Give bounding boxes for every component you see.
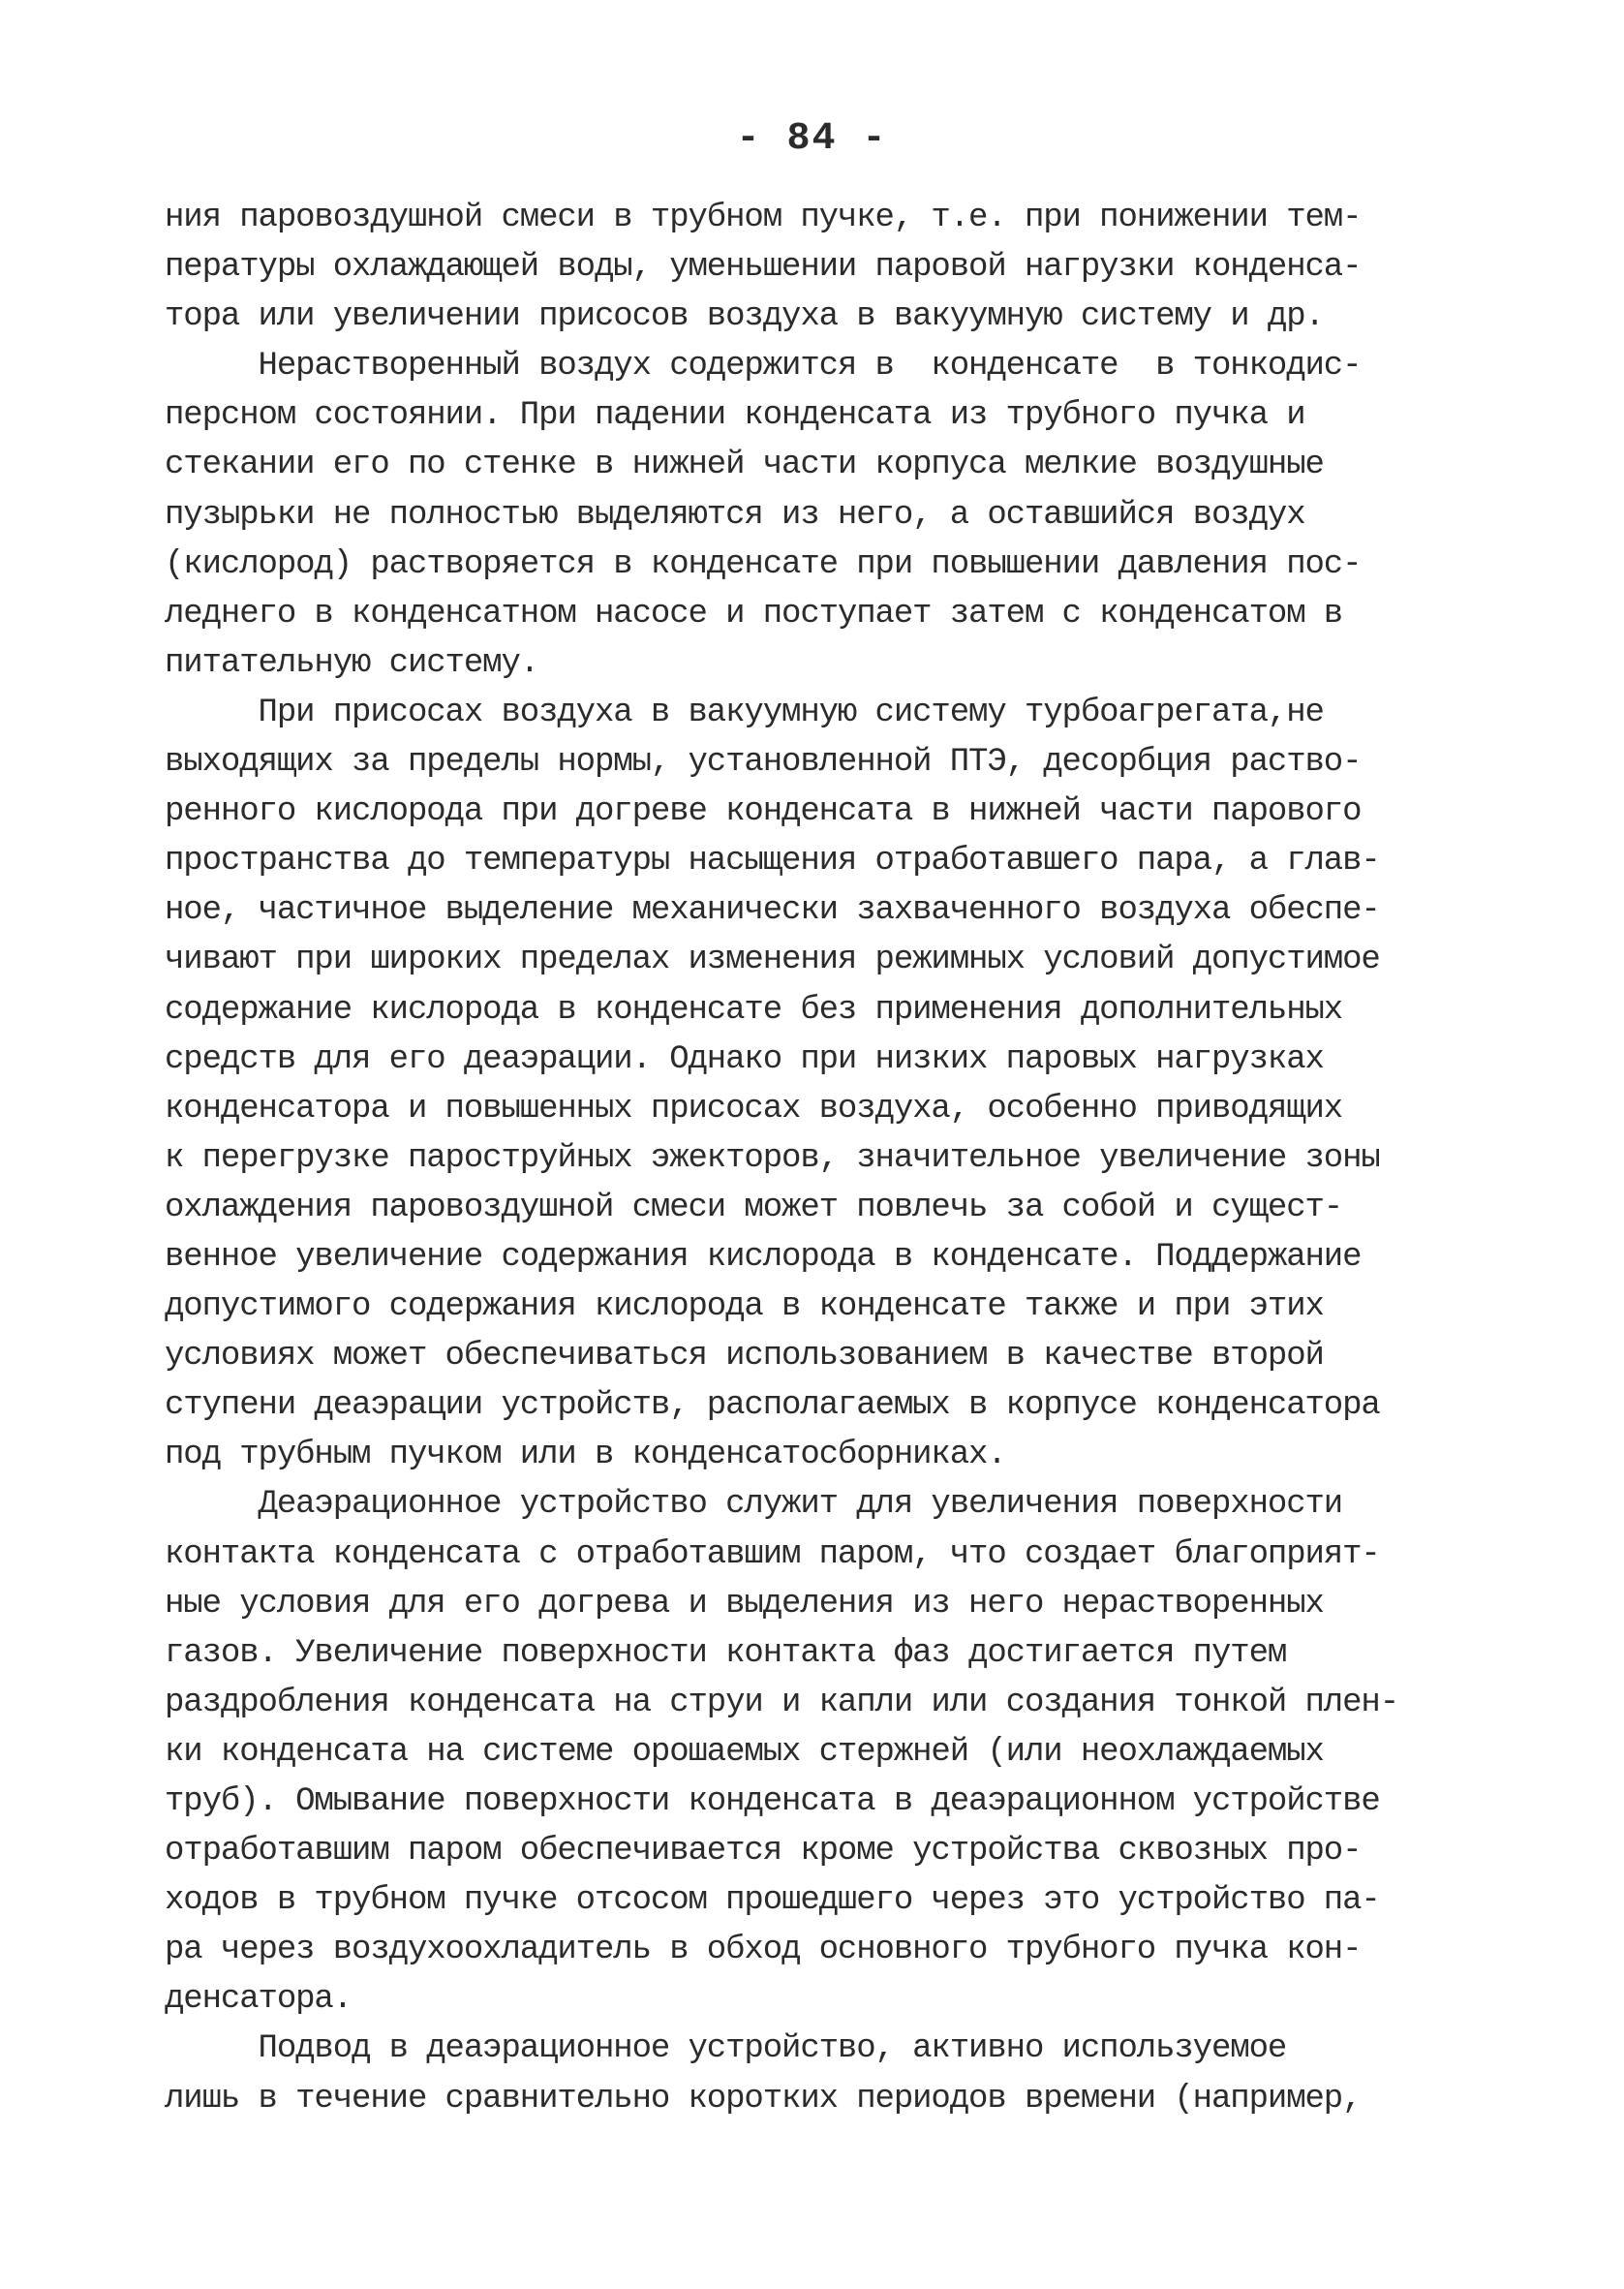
text-line: пузырьки не полностью выделяются из него, а оставшийся воздух bbox=[165, 496, 1305, 534]
text-line: ния паровоздушной смеси в трубном пучке, т.е. при понижении тем- bbox=[165, 200, 1362, 236]
text-line: средств для его деаэрации. Однако при низких паровых нагрузках bbox=[165, 1040, 1324, 1078]
text-line: конденсатора и повышенных присосах воздуха, особенно приводящих bbox=[165, 1090, 1343, 1128]
text-line: чивают при широких пределах изменения режимных условий допустимое bbox=[165, 942, 1380, 979]
text-line: содержание кислорода в конденсате без применения дополнительных bbox=[165, 991, 1343, 1029]
text-line: (кислород) растворяется в конденсате при повышении давления пос- bbox=[165, 545, 1362, 583]
text-line: охлаждения паровоздушной смеси может повлечь за собой и сущест- bbox=[165, 1189, 1343, 1226]
text-line: ные условия для его догрева и выделения из него нерастворенных bbox=[165, 1585, 1324, 1623]
text-line: отработавшим паром обеспечивается кроме устройства сквозных про- bbox=[165, 1833, 1362, 1871]
text-line: под трубным пучком или в конденсатосборниках. bbox=[165, 1437, 1006, 1474]
text-line: венное увеличение содержания кислорода в конденсате. Поддержание bbox=[165, 1238, 1362, 1276]
text-line: раздробления конденсата на струи и капли или создания тонкой плен- bbox=[165, 1684, 1399, 1721]
text-line: лишь в течение сравнительно коротких периодов времени (например, bbox=[165, 2080, 1362, 2118]
text-line: Деаэрационное устройство служит для увеличения поверхности bbox=[165, 1486, 1343, 1524]
text-line: к перегрузке пароструйных эжекторов, значительное увеличение зоны bbox=[165, 1139, 1380, 1177]
text-line: денсатора. bbox=[165, 1981, 352, 2019]
text-line: условиях может обеспечиваться использованием в качестве второй bbox=[165, 1338, 1324, 1376]
text-line: тора или увеличении присосов воздуха в вакуумную систему и др. bbox=[165, 298, 1324, 336]
text-line: выходящих за пределы нормы, установленной ПТЭ, десорбция раство- bbox=[165, 744, 1362, 782]
text-line: леднего в конденсатном насосе и поступает затем с конденсатом в bbox=[165, 595, 1343, 633]
text-line: ра через воздухоохладитель в обход основного трубного пучка кон- bbox=[165, 1932, 1362, 1969]
text-line: ступени деаэрации устройств, располагаемых в корпусе конденсатора bbox=[165, 1387, 1380, 1425]
text-line: ходов в трубном пучке отсосом прошедшего через это устройство па- bbox=[165, 1882, 1380, 1920]
text-line: пространства до температуры насыщения отработавшего пара, а глав- bbox=[165, 843, 1380, 881]
body-text bbox=[165, 194, 1520, 2124]
text-line: стекании его по стенке в нижней части корпуса мелкие воздушные bbox=[165, 447, 1324, 484]
text-line: контакта конденсата с отработавшим паром, что создает благоприят- bbox=[165, 1535, 1380, 1573]
text-line: пературы охлаждающей воды, уменьшении паровой нагрузки конденса- bbox=[165, 249, 1362, 287]
text-line: газов. Увеличение поверхности контакта фаз достигается путем bbox=[165, 1634, 1287, 1672]
text-line: ренного кислорода при догреве конденсата в нижней части парового bbox=[165, 793, 1362, 831]
text-line: персном состоянии. При падении конденсата из трубного пучка и bbox=[165, 397, 1305, 435]
text-line: труб). Омывание поверхности конденсата в деаэрационном устройстве bbox=[165, 1783, 1380, 1820]
text-line: ки конденсата на системе орошаемых стержней (или неохлаждаемых bbox=[165, 1733, 1324, 1771]
text-line: допустимого содержания кислорода в конденсате также и при этих bbox=[165, 1288, 1324, 1326]
text-line: При присосах воздуха в вакуумную систему турбоагрегата,не bbox=[165, 694, 1324, 731]
text-line: Нерастворенный воздух содержится в конденсате в тонкодис- bbox=[165, 348, 1362, 386]
page-number: - 84 - bbox=[736, 117, 888, 161]
text-line: питательную систему. bbox=[165, 644, 539, 682]
text-line: ное, частичное выделение механически захваченного воздуха обеспе- bbox=[165, 892, 1380, 930]
text-line: Подвод в деаэрационное устройство, активно используемое bbox=[165, 2030, 1287, 2068]
